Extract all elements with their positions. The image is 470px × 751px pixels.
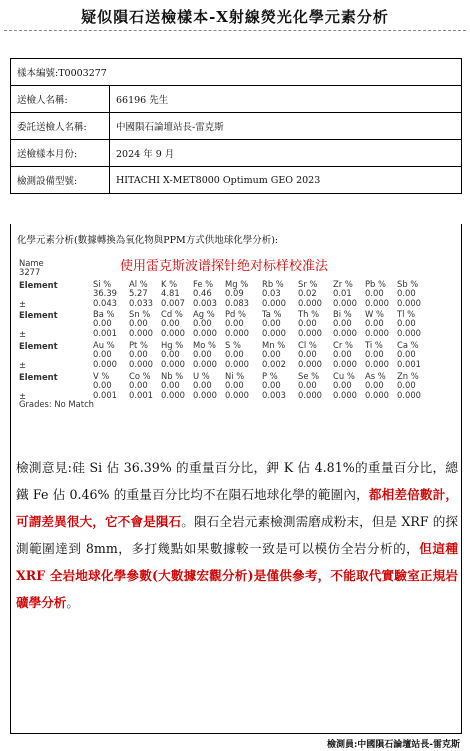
opinion-emphasis-1: 都相差倍數計，可謂差異很大，它不會是隕石: [16, 487, 458, 529]
header-divider: [4, 30, 466, 31]
element-error: 0.000: [298, 358, 322, 369]
sample-info-table: [10, 58, 462, 194]
element-error: 0.000: [225, 389, 249, 400]
name-value: 3277: [19, 267, 41, 277]
element-symbol: Mg %: [225, 279, 249, 289]
element-value: 0.09: [225, 288, 244, 299]
element-symbol: Ba %: [93, 309, 115, 319]
element-error: 0.001: [93, 389, 117, 400]
element-symbol: Cu %: [333, 371, 355, 381]
element-value: 0.00: [397, 318, 416, 329]
element-symbol: Cl %: [298, 340, 317, 350]
element-value: 0.00: [225, 380, 244, 391]
element-value: 0.00: [193, 318, 212, 329]
element-symbol: As %: [365, 371, 386, 381]
element-label: Element: [19, 310, 58, 320]
element-error: 0.000: [225, 327, 249, 338]
opinion-emphasis-2: 但這種 XRF 全岩地球化學參數(大數據宏觀分析)是僅供參考，不能取代實驗室正規岩礦學分析: [16, 541, 458, 610]
grades-line: Grades: No Match: [19, 399, 94, 409]
element-cell: [225, 280, 265, 308]
element-error: 0.000: [193, 327, 217, 338]
element-value: 0.00: [298, 318, 317, 329]
element-cell: [298, 310, 338, 338]
element-symbol: Tl %: [397, 309, 416, 319]
element-symbol: Th %: [298, 309, 320, 319]
element-value: 0.00: [225, 349, 244, 360]
element-value: 0.00: [93, 349, 112, 360]
element-cell: [93, 341, 133, 369]
element-error: 0.000: [225, 358, 249, 369]
element-cell: [298, 280, 338, 308]
element-symbol: Mo %: [193, 340, 216, 350]
calibration-note: 使用雷克斯波谱探针绝对标样校准法: [120, 259, 329, 274]
element-error: 0.000: [161, 327, 185, 338]
element-error: 0.000: [193, 389, 217, 400]
element-value: 0.00: [365, 318, 384, 329]
element-symbol: Bi %: [333, 309, 352, 319]
element-value: 0.00: [93, 318, 112, 329]
element-error: 0.000: [129, 327, 153, 338]
element-symbol: V %: [93, 371, 110, 381]
element-value: 0.03: [262, 288, 281, 299]
element-error: 0.000: [161, 358, 185, 369]
page-title: 疑似隕石送檢樣本-X射線熒光化學元素分析: [81, 8, 389, 26]
month-label: 送檢樣本月份:: [11, 140, 110, 167]
element-symbol: Sb %: [397, 279, 419, 289]
element-cell: [397, 372, 437, 400]
element-symbol: P %: [262, 371, 278, 381]
error-label: ±: [19, 360, 27, 370]
element-error: 0.000: [333, 358, 357, 369]
table-row: [11, 59, 462, 86]
element-value: 0.00: [333, 318, 352, 329]
element-value: 0.00: [333, 380, 352, 391]
element-symbol: W %: [365, 309, 384, 319]
name-label: Name: [19, 258, 44, 268]
element-cell: [262, 341, 302, 369]
element-cell: [93, 372, 133, 400]
element-symbol: Si %: [93, 279, 112, 289]
element-error: 0.000: [333, 297, 357, 308]
element-value: 0.00: [129, 318, 148, 329]
error-label: ±: [19, 329, 27, 339]
element-symbol: Co %: [129, 371, 151, 381]
element-symbol: Sr %: [298, 279, 318, 289]
element-value: 0.00: [298, 380, 317, 391]
element-error: 0.007: [161, 297, 185, 308]
element-error: 0.000: [333, 389, 357, 400]
element-value: 0.01: [333, 288, 352, 299]
sample-name-block: [19, 259, 44, 277]
element-symbol: Mn %: [262, 340, 286, 350]
element-value: 0.00: [193, 349, 212, 360]
element-symbol: Ti %: [365, 340, 383, 350]
element-error: 0.001: [93, 327, 117, 338]
device-label: 檢測設備型號:: [11, 167, 110, 194]
element-error: 0.043: [93, 297, 117, 308]
element-value: 0.00: [262, 380, 281, 391]
element-value: 0.00: [129, 349, 148, 360]
inspection-opinion: [16, 454, 458, 616]
element-cell: [262, 280, 302, 308]
element-symbol: Ni %: [225, 371, 245, 381]
element-symbol: Cr %: [333, 340, 353, 350]
element-value: 0.00: [225, 318, 244, 329]
element-error: 0.033: [129, 297, 153, 308]
element-symbol: Cd %: [161, 309, 183, 319]
element-value: 0.00: [298, 349, 317, 360]
inspector-signature: 檢測員:中國隕石論壇站長-雷克斯: [326, 740, 460, 750]
element-value: 5.27: [129, 288, 148, 299]
element-cell: [397, 310, 437, 338]
element-cell: [93, 280, 133, 308]
element-value: 0.00: [397, 349, 416, 360]
element-symbol: Sn %: [129, 309, 151, 319]
element-cell: [397, 341, 437, 369]
element-label: Element: [19, 372, 58, 382]
element-value: 0.46: [193, 288, 212, 299]
error-label: ±: [19, 391, 27, 401]
element-symbol: K %: [161, 279, 178, 289]
element-value: 0.00: [161, 380, 180, 391]
element-cell: [262, 310, 302, 338]
error-label: ±: [19, 299, 27, 309]
element-value: 0.00: [161, 349, 180, 360]
element-error: 0.000: [397, 297, 421, 308]
opinion-text-2: 。隕石全岩元素檢測需磨成粉末，但是 XRF 的探測範圍達到 8mm，多打幾點如果數據較一致是可以模仿全岩分析的，: [16, 514, 458, 556]
element-symbol: Ag %: [193, 309, 215, 319]
element-symbol: Fe %: [193, 279, 214, 289]
element-error: 0.000: [365, 297, 389, 308]
element-label: Element: [19, 280, 58, 290]
element-error: 0.001: [129, 389, 153, 400]
element-value: 0.00: [161, 318, 180, 329]
table-row: [11, 86, 462, 113]
table-row: [11, 113, 462, 140]
element-error: 0.000: [298, 327, 322, 338]
element-label: Element: [19, 341, 58, 351]
sample-id-cell: 樣本編號:T0003277: [11, 59, 462, 86]
element-value: 0.00: [397, 288, 416, 299]
element-symbol: Ta %: [262, 309, 282, 319]
submitter-label: 送檢人名稱:: [11, 86, 110, 113]
element-error: 0.000: [298, 389, 322, 400]
element-symbol: Pt %: [129, 340, 148, 350]
element-error: 0.000: [333, 327, 357, 338]
element-value: 0.00: [365, 349, 384, 360]
analysis-section: [10, 224, 462, 734]
element-symbol: Nb %: [161, 371, 184, 381]
element-error: 0.000: [262, 297, 286, 308]
opinion-text-3: 。: [66, 595, 79, 610]
element-error: 0.003: [193, 297, 217, 308]
element-symbol: Hg %: [161, 340, 184, 350]
element-error: 0.003: [262, 389, 286, 400]
element-error: 0.000: [262, 327, 286, 338]
element-symbol: Rb %: [262, 279, 284, 289]
element-error: 0.002: [262, 358, 286, 369]
element-cell: [225, 310, 265, 338]
client-value: 中國隕石論壇站長-雷克斯: [110, 113, 462, 140]
element-symbol: Zn %: [397, 371, 419, 381]
table-row: [11, 167, 462, 194]
element-symbol: Pd %: [225, 309, 246, 319]
element-value: 0.02: [298, 288, 317, 299]
client-label: 委託送檢人名稱:: [11, 113, 110, 140]
element-cell: [397, 280, 437, 308]
element-value: 0.00: [365, 288, 384, 299]
element-cell: [298, 372, 338, 400]
element-value: 0.00: [365, 380, 384, 391]
element-error: 0.000: [397, 327, 421, 338]
xrf-readout: [15, 250, 455, 408]
analysis-header: 化學元素分析(數據轉換為氧化物與PPM方式供地球化學分析):: [17, 235, 279, 246]
element-value: 0.00: [333, 349, 352, 360]
element-value: 0.00: [262, 349, 281, 360]
element-value: 4.81: [161, 288, 180, 299]
element-symbol: Pb %: [365, 279, 386, 289]
element-cell: [225, 372, 265, 400]
element-symbol: Zr %: [333, 279, 353, 289]
device-value: HITACHI X-MET8000 Optimum GEO 2023: [110, 167, 462, 194]
element-symbol: Se %: [298, 371, 320, 381]
element-error: 0.001: [397, 358, 421, 369]
opinion-text-1: 檢測意見:硅 Si 佔 36.39% 的重量百分比，鉀 K 佔 4.81%的重量百分比，總鐵 Fe 佔 0.46% 的重量百分比均不在隕石地球化學的範圍內，: [16, 460, 458, 502]
element-cell: [262, 372, 302, 400]
element-error: 0.083: [225, 297, 249, 308]
element-value: 36.39: [93, 288, 117, 299]
month-value: 2024 年 9 月: [110, 140, 462, 167]
element-value: 0.00: [397, 380, 416, 391]
element-error: 0.000: [365, 389, 389, 400]
element-cell: [298, 341, 338, 369]
element-symbol: S %: [225, 340, 241, 350]
element-error: 0.000: [193, 358, 217, 369]
element-error: 0.000: [397, 389, 421, 400]
element-cell: [225, 341, 265, 369]
element-error: 0.000: [129, 358, 153, 369]
element-value: 0.00: [262, 318, 281, 329]
element-error: 0.000: [161, 389, 185, 400]
element-symbol: Ca %: [397, 340, 419, 350]
element-error: 0.000: [365, 327, 389, 338]
element-value: 0.00: [193, 380, 212, 391]
element-symbol: U %: [193, 371, 210, 381]
submitter-value: 66196 先生: [110, 86, 462, 113]
element-symbol: Al %: [129, 279, 148, 289]
element-error: 0.000: [365, 358, 389, 369]
element-value: 0.00: [93, 380, 112, 391]
table-row: [11, 140, 462, 167]
element-error: 0.000: [298, 297, 322, 308]
element-value: 0.00: [129, 380, 148, 391]
element-error: 0.000: [93, 358, 117, 369]
element-symbol: Au %: [93, 340, 115, 350]
element-cell: [93, 310, 133, 338]
